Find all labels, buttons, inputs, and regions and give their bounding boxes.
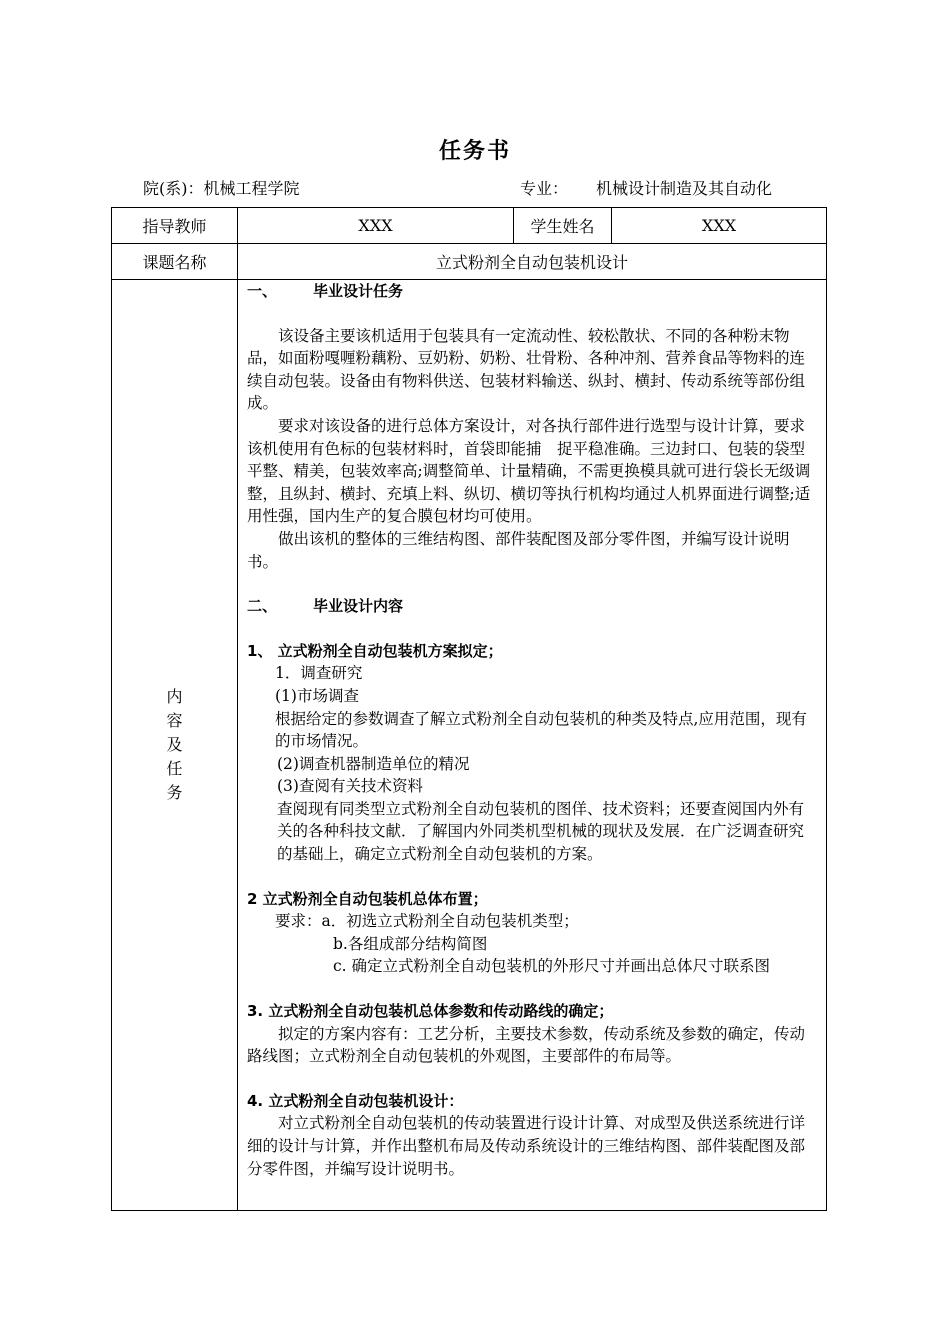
major-label: 专业： (520, 179, 569, 198)
department-line (143, 176, 300, 199)
item-3-text: 拟定的方案内容有：工艺分析，主要技术参数，传动系统及参数的确定，传动路线图；立式粉剂全自动包装机的外观图，主要部件的布局等。 (247, 1024, 806, 1066)
item-1-manufacturer-survey: (2)调查机器制造单位的精况 (277, 754, 470, 773)
item-1-market-survey-text: 根据给定的参数调查了解立式粉剂全自动包装机的种类及特点,应用范围，现有的市场情况。 (275, 709, 807, 751)
content-cell (238, 280, 827, 1211)
advisor-row (112, 208, 827, 244)
section-1-paragraph-3: 做出该机的整体的三维结构图、部件装配图及部分零件图，并编写设计说明书。 (247, 529, 790, 571)
student-value: XXX (612, 208, 827, 244)
advisor-value: XXX (238, 208, 514, 244)
section-1-heading: 一、 毕业设计任务 (247, 282, 404, 300)
section-1-paragraph-2: 要求对该设备的进行总体方案设计，对各执行部件进行选型与设计计算，要求该机使用有色标的包装材料时，首袋即能捕 捉平稳准确。三边封口、包装的袋型平整、精美，包装效率高;调整简单、计量精确，不需更换模具就可进行袋长无级调整，且纵封、横封、充填上料、纵切、横切等执行机构均通过人机界面进行调整;适用性强，国内生产的复合膜包材均可使用。 (247, 416, 811, 526)
topic-label: 课题名称 (112, 244, 238, 280)
major-line (520, 176, 772, 199)
department-label: 院(系)： (143, 179, 204, 198)
item-4-title: 4. 立式粉剂全自动包装机设计： (247, 1091, 464, 1110)
item-1-subheading: 1．调查研究 (275, 664, 363, 683)
content-row (112, 280, 827, 1211)
item-1-technical-data-text: 查阅现有同类型立式粉剂全自动包装机的图佯、技术资料；还要查阅国内外有关的各种科技文献．了解国内外同类机型机械的现状及发展．在广泛调查研究的基础上，确定立式粉剂全自动包装机的方案。 (277, 799, 805, 864)
item-1-market-survey: (1)市场调查 (275, 686, 359, 705)
item-4-text: 对立式粉剂全自动包装机的传动装置进行设计计算、对成型及供送系统进行详细的设计与计算，并作出整机布局及传动系统设计的三维结构图、部件装配图及部分零件图，并编写设计说明书。 (247, 1114, 806, 1178)
advisor-label: 指导教师 (112, 208, 238, 244)
item-2-title: 2 立式粉剂全自动包装机总体布置； (247, 889, 488, 908)
item-1-technical-data: (3)查阅有关技术资料 (277, 777, 423, 796)
item-1-title: 1、 立式粉剂全自动包装机方案拟定； (247, 641, 503, 660)
topic-row (112, 244, 827, 280)
student-label: 学生姓名 (514, 208, 612, 244)
document-title: 任务书 (438, 139, 511, 164)
department-value: 机械工程学院 (203, 179, 300, 198)
task-form-table (111, 207, 827, 1211)
item-2-requirement-c: c. 确定立式粉剂全自动包装机的外形尺寸并画出总体尺寸联系图 (333, 957, 771, 976)
major-value: 机械设计制造及其自动化 (596, 179, 773, 198)
section-2-heading: 二、 毕业设计内容 (247, 597, 404, 616)
item-2-requirement-a: 要求：a．初选立式粉剂全自动包装机类型； (275, 912, 579, 931)
topic-value: 立式粉剂全自动包装机设计 (238, 244, 827, 280)
section-1-paragraph-1: 该设备主要该机适用于包装具有一定流动性、较松散状、不同的各种粉末物品，如面粉嘎喱粉藕粉、豆奶粉、奶粉、壮骨粉、各种冲剂、营养食品等物料的连续自动包装。设备由有物料供送、包装材料输送、纵封、横封、传动系统等部份组成。 (247, 326, 806, 413)
item-3-title: 3. 立式粉剂全自动包装机总体参数和传动路线的确定； (247, 1002, 614, 1021)
side-label: 内 容 及 任 务 (112, 280, 238, 1211)
item-2-requirement-b: b.各组成部分结构简图 (333, 934, 488, 953)
